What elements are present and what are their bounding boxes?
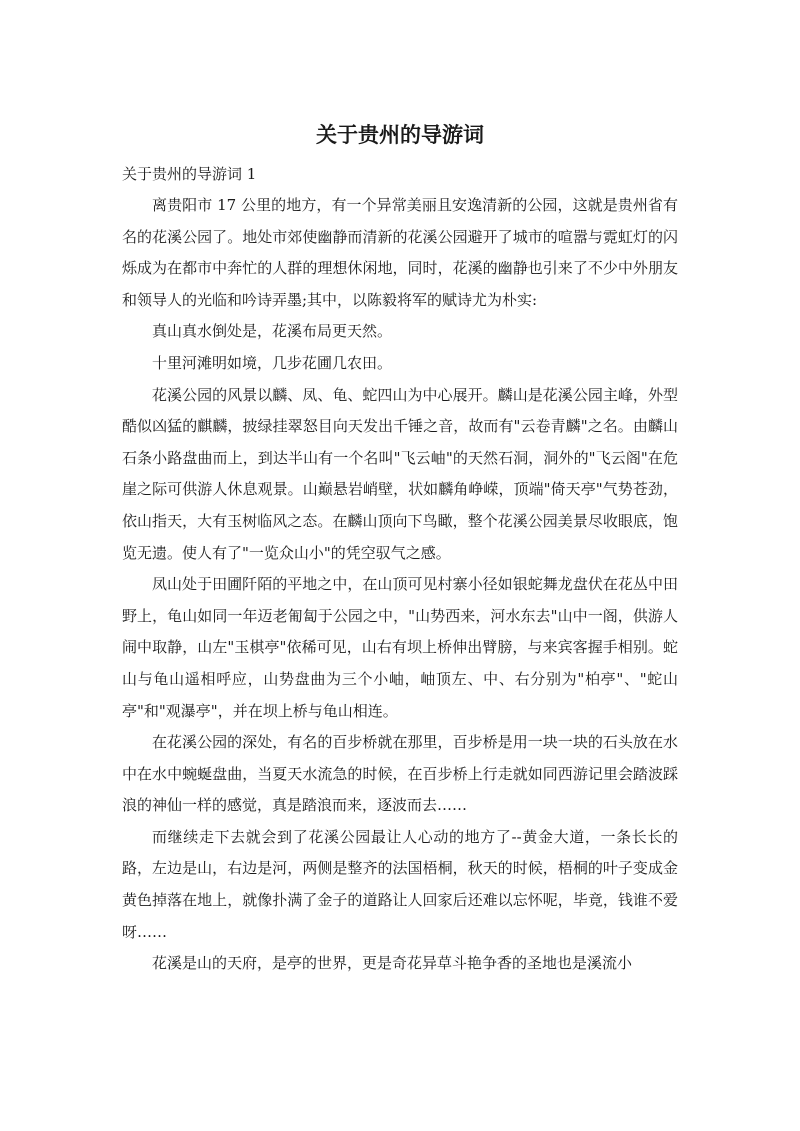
paragraph-baibu-bridge: 在花溪公园的深处，有名的百步桥就在那里，百步桥是用一块一块的石头放在水中在水中蜿蜒盘曲，当夏天水流急的时候，在百步桥上行走就如同西游记里会踏波踩浪的神仙一样的感觉，真是踏浪而来，逐波而去…… (122, 733, 678, 815)
paragraph-lin-shan: 花溪公园的风景以麟、凤、龟、蛇四山为中心展开。麟山是花溪公园主峰，外型酷似凶猛的麒麟，披绿挂翠怒目向天发出千锤之音，故而有"云卷青麟"之名。由麟山石条小路盘曲而上，到达半山有一个名叫"飞云岫"的天然石洞，洞外的"飞云阁"在危崖之际可供游人休息观景。山巅悬岩峭壁，状如麟角峥嵘，顶端"倚天亭"气势苍劲，依山指天，大有玉树临风之态。在麟山顶向下鸟瞰，整个花溪公园美景尽收眼底，饱览无遗。使人有了"一览众山小"的凭空驭气之感。 (122, 385, 678, 562)
paragraph-closing: 花溪是山的天府，是亭的世界，更是奇花异草斗艳争香的圣地也是溪流小 (152, 954, 633, 973)
document-title: 关于贵州的导游词 (316, 123, 484, 147)
paragraph-intro: 离贵阳市 17 公里的地方，有一个异常美丽且安逸清新的公园，这就是贵州省有名的花溪公园了。地处市郊使幽静而清新的花溪公园避开了城市的喧嚣与霓虹灯的闪烁成为在都市中奔忙的人群的理想休闲地，同时，花溪的幽静也引来了不少中外朋友和领导人的光临和吟诗弄墨;其中，以陈毅将军的赋诗尤为朴实: (122, 196, 678, 309)
paragraph-golden-avenue: 而继续走下去就会到了花溪公园最让人心动的地方了--黄金大道，一条长长的路，左边是山，右边是河，两侧是整齐的法国梧桐，秋天的时候，梧桐的叶子变成金黄色掉落在地上，就像扑满了金子的道路让人回家后还难以忘怀呢，毕竟，钱谁不爱呀…… (122, 827, 678, 941)
section-subtitle: 关于贵州的导游词 1 (122, 165, 257, 183)
paragraph-feng-shan: 凤山处于田圃阡陌的平地之中，在山顶可见村寨小径如银蛇舞龙盘伏在花丛中田野上，龟山如同一年迈老匍匐于公园之中，"山势西来，河水东去"山中一阁，供游人闹中取静，山左"玉棋亭"依稀可见，山右有坝上桥伸出臂膀，与来宾客握手相别。蛇山与龟山遥相呼应，山势盘曲为三个小岫，岫顶左、中、右分别为"柏亭"、"蛇山亭"和"观瀑亭"，并在坝上桥与龟山相连。 (122, 575, 678, 720)
poem-line-1: 真山真水倒处是，花溪布局更天然。 (152, 322, 393, 341)
document-body (122, 159, 678, 980)
poem-line-2: 十里河滩明如境，几步花圃几农田。 (152, 353, 393, 372)
